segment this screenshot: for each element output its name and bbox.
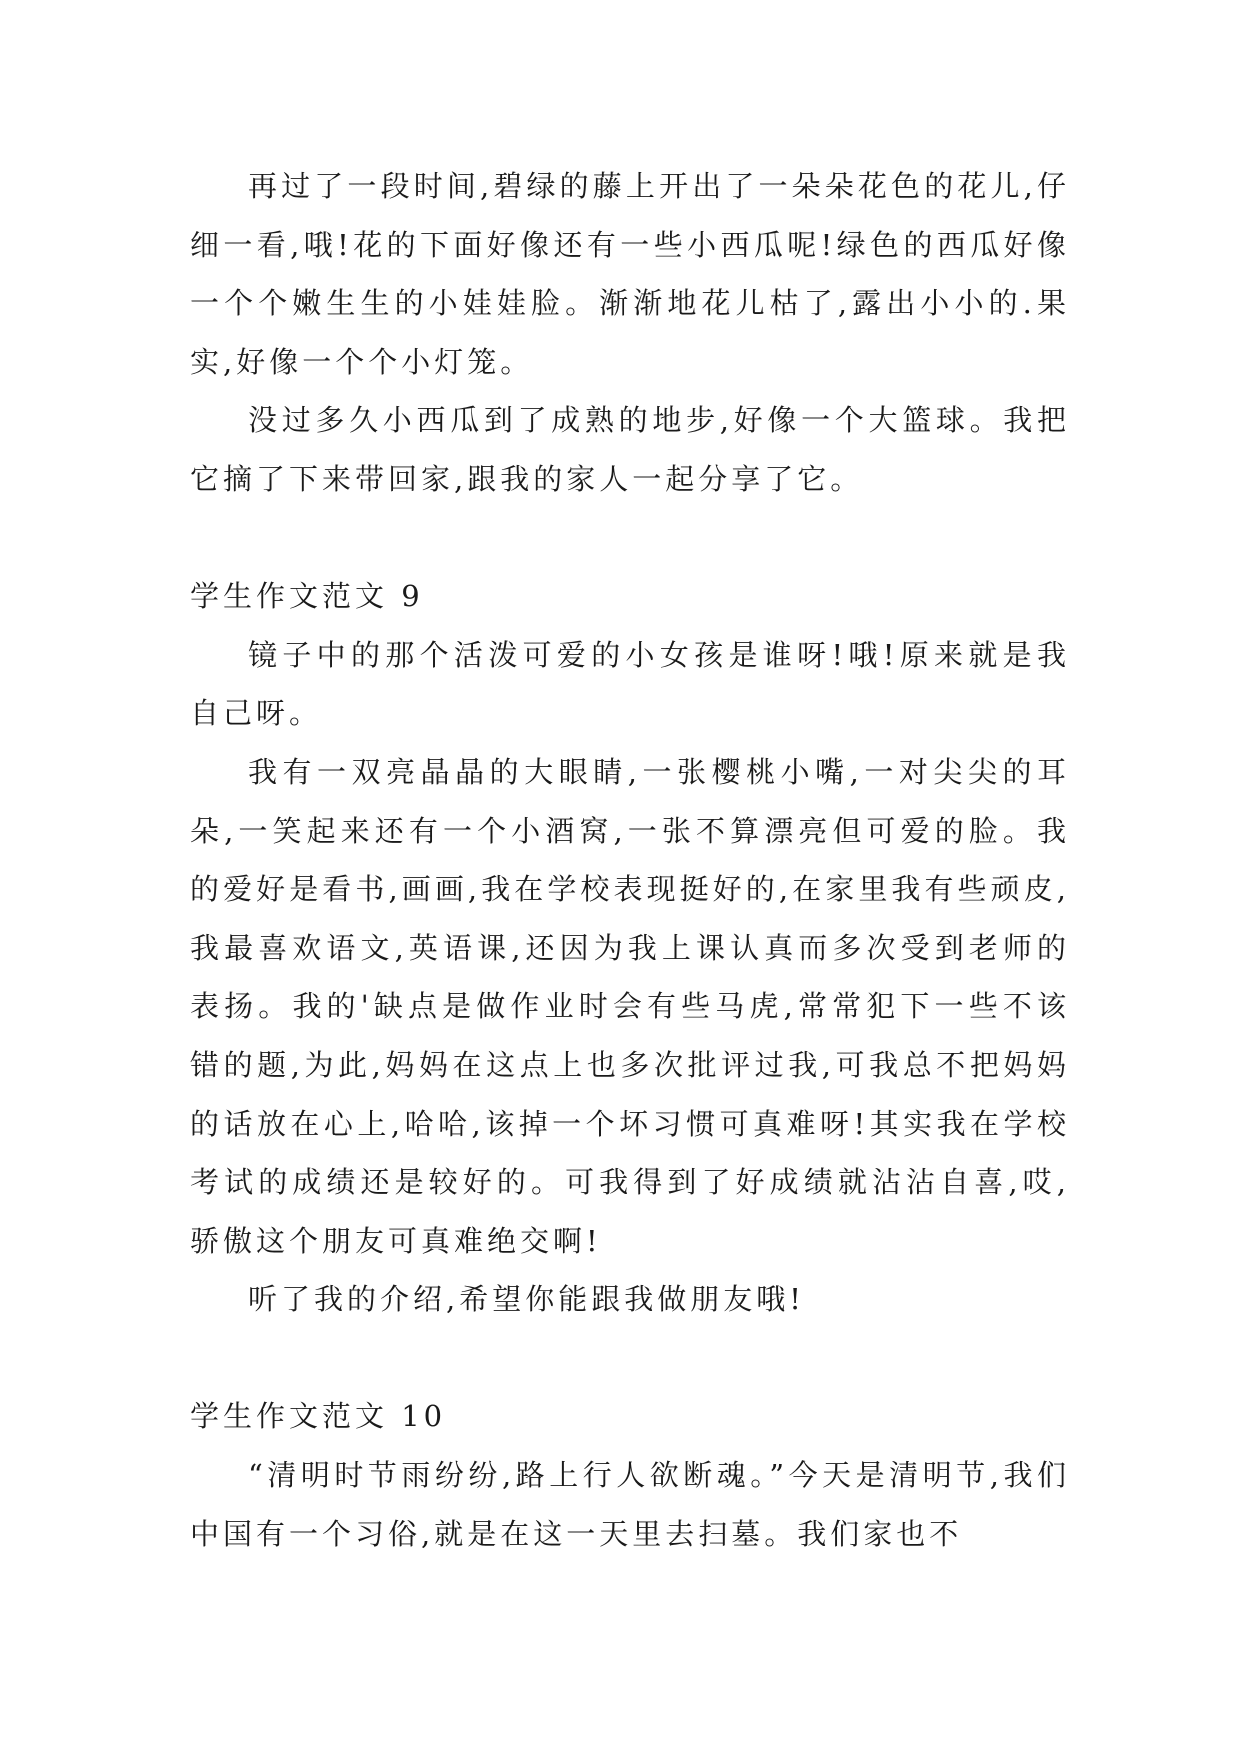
section-continuation <box>190 157 1070 509</box>
section-spacer <box>190 509 1070 568</box>
paragraph: 我有一双亮晶晶的大眼睛,一张樱桃小嘴,一对尖尖的耳朵,一笑起来还有一个小酒窝,一张不算漂亮但可爱的脸。我的爱好是看书,画画,我在学校表现挺好的,在家里我有些顽皮,我最喜欢语文,英语课,还因为我上课认真而多次受到老师的表扬。我的'缺点是做作业时会有些马虎,常常犯下一些不该错的题,为此,妈妈在这点上也多次批评过我,可我总不把妈妈的话放在心上,哈哈,该掉一个坏习惯可真难呀!其实我在学校考试的成绩还是较好的。可我得到了好成绩就沾沾自喜,哎,骄傲这个朋友可真难绝交啊! <box>190 754 1070 1258</box>
paragraph: “清明时节雨纷纷,路上行人欲断魂。”今天是清明节,我们中国有一个习俗,就是在这一天里去扫墓。我们家也不 <box>190 1458 1070 1551</box>
section-essay-9 <box>190 567 1070 1329</box>
paragraph: 没过多久小西瓜到了成熟的地步,好像一个大篮球。我把它摘了下来带回家,跟我的家人一起分享了它。 <box>190 403 1070 496</box>
section-spacer <box>190 1329 1070 1388</box>
document-body <box>190 157 1070 1563</box>
paragraph: 再过了一段时间,碧绿的藤上开出了一朵朵花色的花儿,仔细一看,哦!花的下面好像还有一些小西瓜呢!绿色的西瓜好像一个个嫩生生的小娃娃脸。渐渐地花儿枯了,露出小小的.果实,好像一个个小灯笼。 <box>190 169 1070 379</box>
paragraph: 镜子中的那个活泼可爱的小女孩是谁呀!哦!原来就是我自己呀。 <box>190 637 1070 731</box>
paragraph: 听了我的介绍,希望你能跟我做朋友哦! <box>248 1282 805 1317</box>
section-heading: 学生作文范文 9 <box>190 579 424 614</box>
section-heading: 学生作文范文 10 <box>190 1399 447 1434</box>
section-essay-10 <box>190 1387 1070 1563</box>
